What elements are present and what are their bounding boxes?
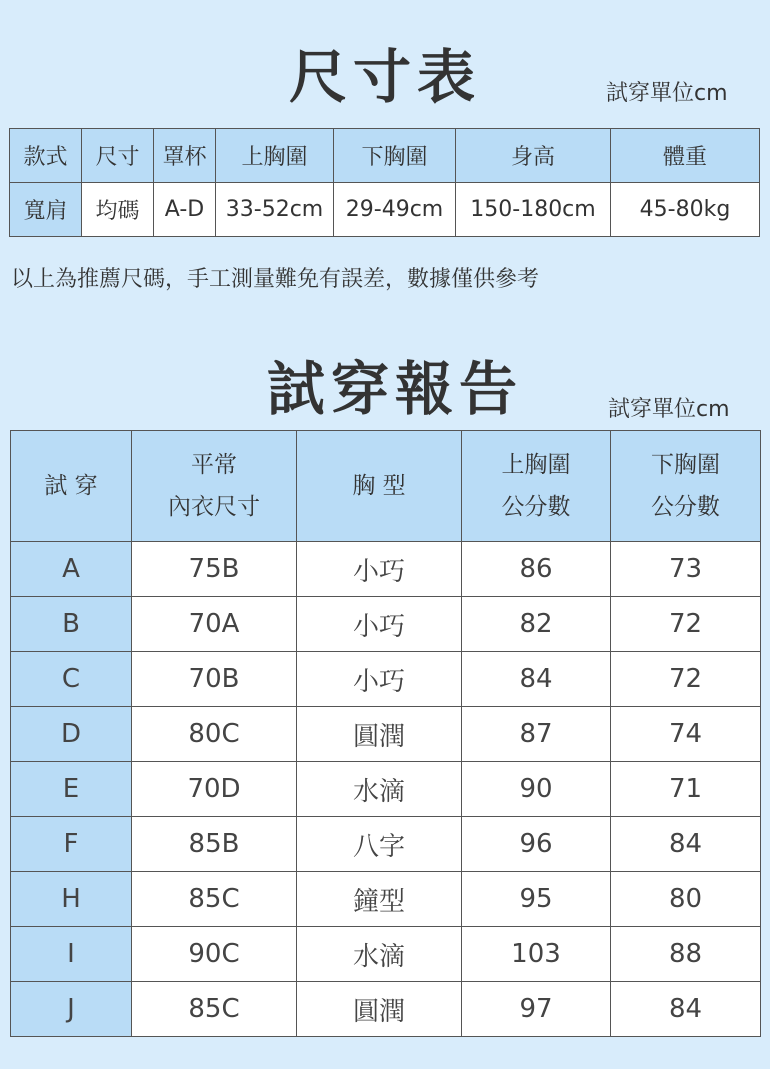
table-cell: 90 [462, 762, 611, 817]
table-cell: 33-52cm [216, 183, 334, 237]
table-cell: 73 [611, 542, 761, 597]
header-cell [132, 431, 297, 542]
size-note: 以上為推薦尺碼，手工測量難免有誤差，數據僅供參考 [11, 267, 540, 292]
fit-table-body [11, 542, 761, 1037]
table-cell: E [11, 762, 132, 817]
table-cell: 水滴 [297, 762, 462, 817]
fit-table-header [11, 431, 761, 542]
header-cell: 試 穿 [11, 431, 132, 542]
header-line: 下胸圍 [651, 452, 720, 478]
table-cell: 80C [132, 707, 297, 762]
table-cell: 74 [611, 707, 761, 762]
table-cell: 圓潤 [297, 982, 462, 1037]
header-cell: 體重 [611, 129, 760, 183]
header-line: 公分數 [651, 494, 720, 520]
table-cell: 85C [132, 872, 297, 927]
table-cell: 85C [132, 982, 297, 1037]
table-cell: 96 [462, 817, 611, 872]
table-cell: F [11, 817, 132, 872]
header-cell: 上胸圍 [216, 129, 334, 183]
table-cell: 84 [462, 652, 611, 707]
header-line: 公分數 [501, 494, 571, 520]
table-cell: 84 [611, 817, 761, 872]
table-cell: 29-49cm [334, 183, 456, 237]
fit-report-unit: 試穿單位cm [608, 397, 730, 422]
table-cell: 86 [462, 542, 611, 597]
header-line: 內衣尺寸 [168, 494, 260, 520]
table-cell: 85B [132, 817, 297, 872]
size-chart-unit: 試穿單位cm [606, 81, 728, 106]
table-cell: 70A [132, 597, 297, 652]
table-cell: 小巧 [297, 542, 462, 597]
table-row [11, 762, 761, 817]
header-cell: 下胸圍 [334, 129, 456, 183]
table-cell: 95 [462, 872, 611, 927]
table-cell: 88 [611, 927, 761, 982]
table-cell: I [11, 927, 132, 982]
table-cell: D [11, 707, 132, 762]
table-row [11, 872, 761, 927]
table-cell: 72 [611, 597, 761, 652]
header-cell: 胸 型 [297, 431, 462, 542]
table-cell: 80 [611, 872, 761, 927]
table-row [11, 707, 761, 762]
table-cell: 寬肩 [10, 183, 82, 237]
size-table-header [10, 129, 760, 183]
table-cell: 圓潤 [297, 707, 462, 762]
header-cell [611, 431, 761, 542]
table-cell: 45-80kg [611, 183, 760, 237]
table-cell: 70B [132, 652, 297, 707]
table-cell: 70D [132, 762, 297, 817]
table-cell: 均碼 [82, 183, 154, 237]
table-cell: 75B [132, 542, 297, 597]
table-cell: 82 [462, 597, 611, 652]
table-cell: 水滴 [297, 927, 462, 982]
fit-report-title: 試穿報告 [266, 355, 523, 423]
table-cell: 小巧 [297, 652, 462, 707]
header-line: 平常 [191, 452, 237, 478]
table-cell: 八字 [297, 817, 462, 872]
header-cell: 款式 [10, 129, 82, 183]
table-cell: 150-180cm [456, 183, 611, 237]
table-cell: 71 [611, 762, 761, 817]
table-cell: 鐘型 [297, 872, 462, 927]
table-cell: A-D [154, 183, 216, 237]
table-cell: 103 [462, 927, 611, 982]
header-cell: 身高 [456, 129, 611, 183]
header-cell [462, 431, 611, 542]
size-chart-title: 尺寸表 [288, 43, 481, 111]
table-row [11, 597, 761, 652]
size-table-row [10, 183, 760, 237]
table-cell: B [11, 597, 132, 652]
header-cell: 尺寸 [82, 129, 154, 183]
table-cell: 90C [132, 927, 297, 982]
table-cell: 87 [462, 707, 611, 762]
table-cell: 小巧 [297, 597, 462, 652]
table-row [11, 927, 761, 982]
table-cell: C [11, 652, 132, 707]
fit-report-table [10, 430, 761, 1037]
table-cell: 72 [611, 652, 761, 707]
header-line: 上胸圍 [501, 452, 571, 478]
table-row [11, 982, 761, 1037]
table-cell: J [11, 982, 132, 1037]
table-row [11, 817, 761, 872]
header-cell: 罩杯 [154, 129, 216, 183]
table-cell: 97 [462, 982, 611, 1037]
table-row [11, 652, 761, 707]
table-cell: H [11, 872, 132, 927]
size-table [9, 128, 760, 237]
table-cell: 84 [611, 982, 761, 1037]
table-cell: A [11, 542, 132, 597]
table-row [11, 542, 761, 597]
